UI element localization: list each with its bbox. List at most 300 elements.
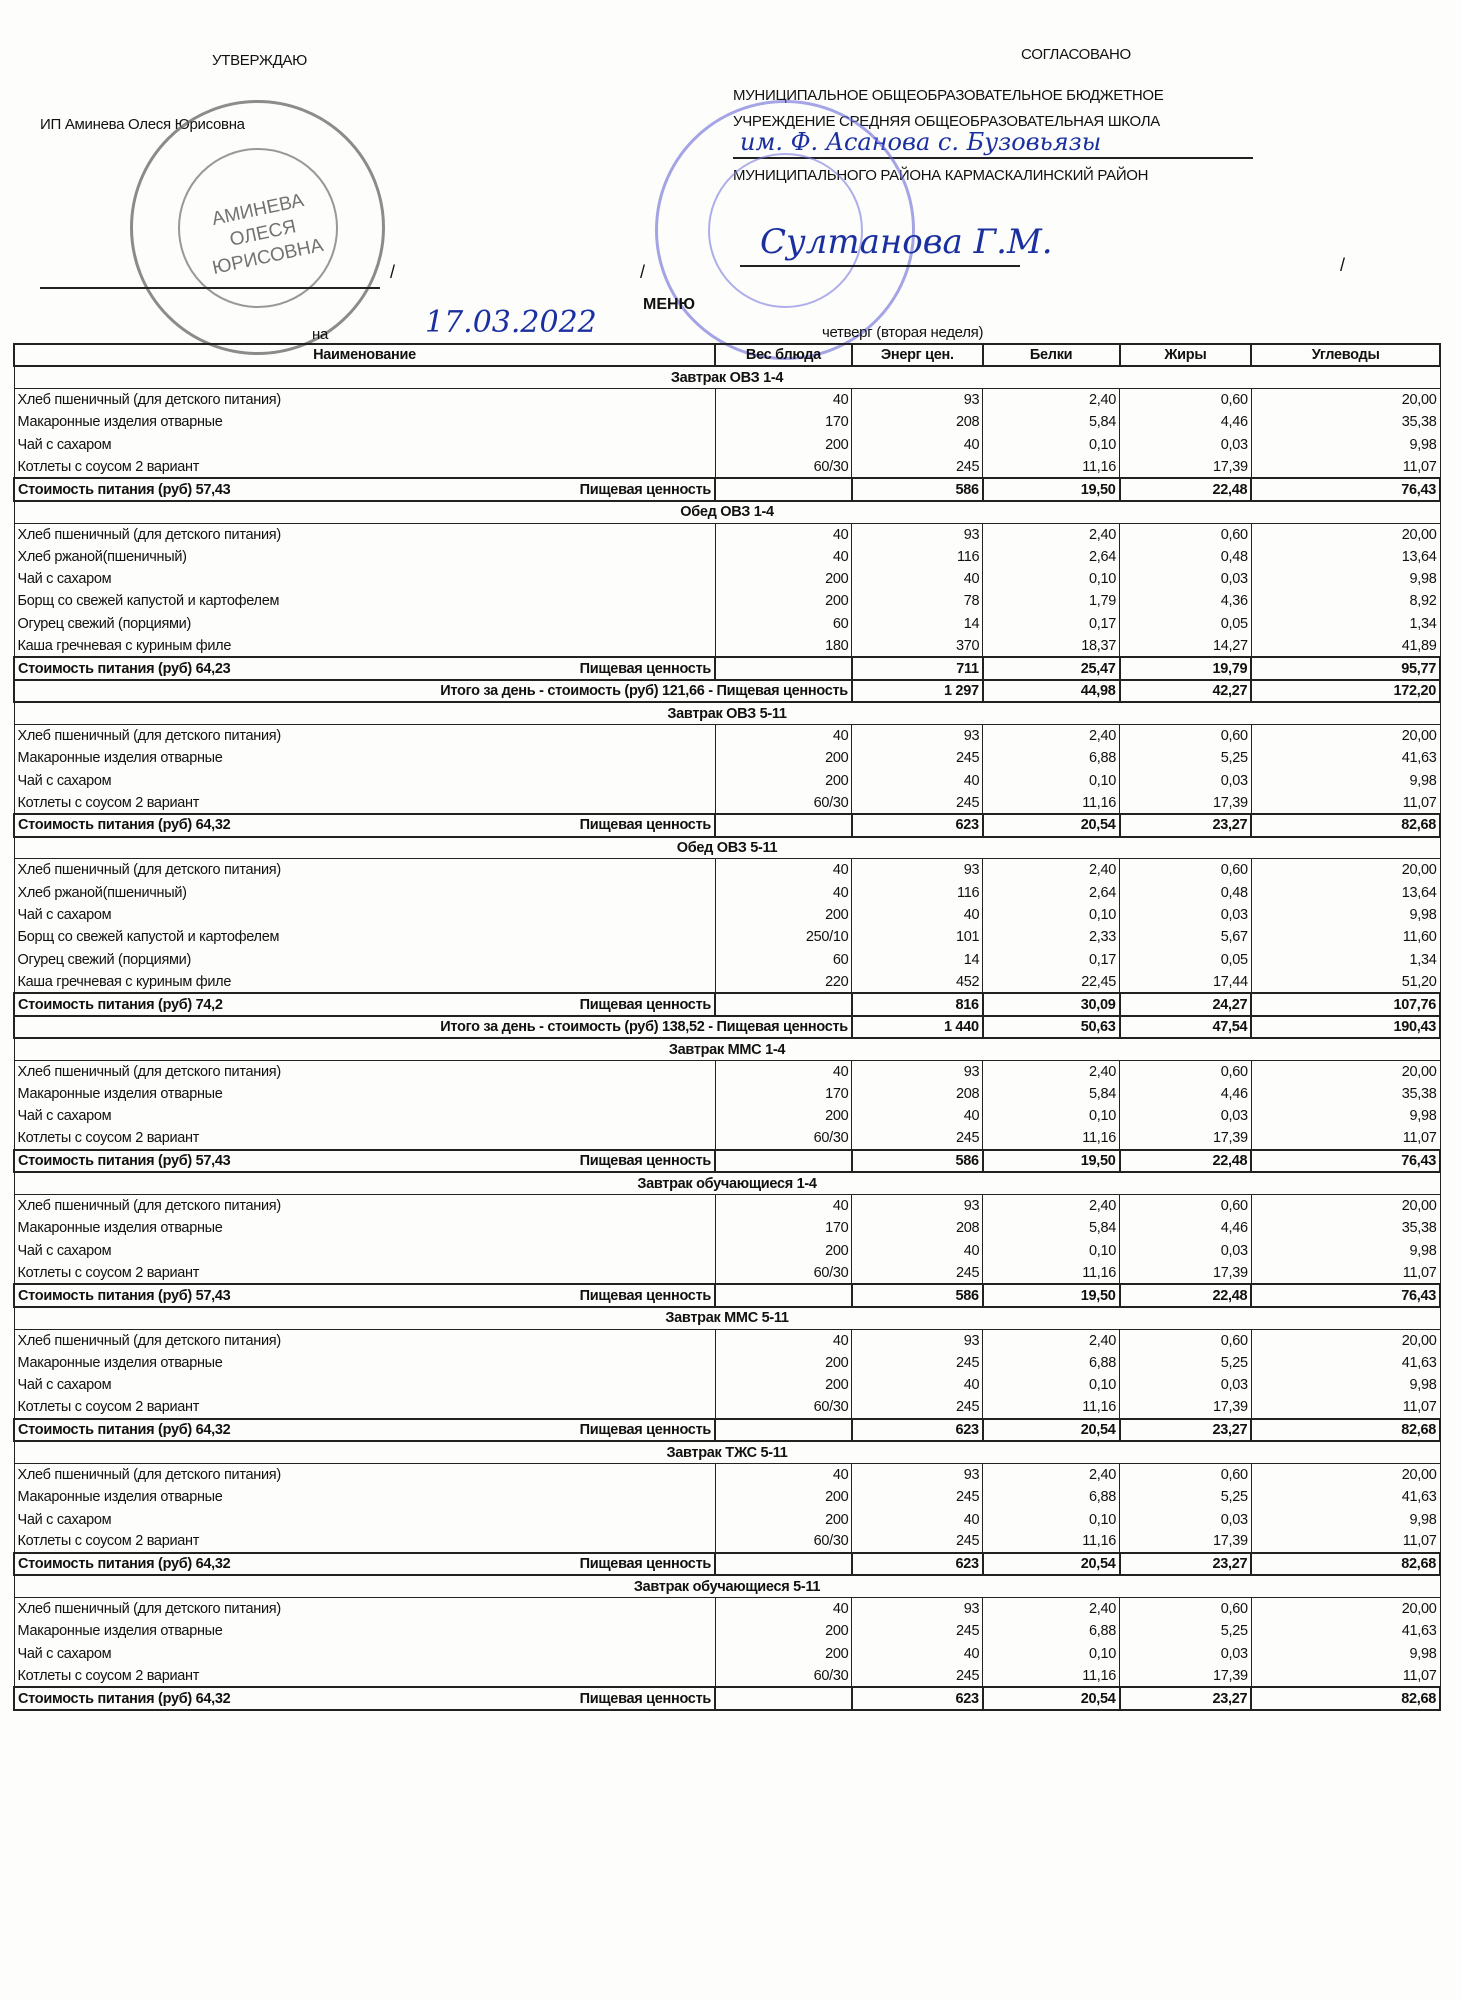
value-cell: 14: [852, 949, 983, 971]
menu-date: 17.03.2022: [425, 305, 597, 340]
value-cell: 245: [852, 456, 983, 478]
section-total: [14, 1687, 1440, 1709]
value-cell: 17,44: [1120, 971, 1252, 993]
value-cell: 0,10: [983, 904, 1120, 926]
total-label-cell: [14, 1284, 715, 1306]
total-label-cell: [14, 1553, 715, 1575]
value-cell: 0,60: [1120, 725, 1252, 747]
value-cell: 0,10: [983, 1643, 1120, 1665]
dish-name: Борщ со свежей капустой и картофелем: [14, 590, 715, 612]
value-cell: 5,67: [1120, 926, 1252, 948]
value-cell: 9,98: [1251, 434, 1440, 456]
value-cell: 40: [715, 1464, 852, 1486]
empty-cell: [715, 993, 852, 1015]
dish-name: Котлеты с соусом 2 вариант: [14, 1665, 715, 1687]
table-row: [14, 971, 1440, 993]
value-cell: 40: [715, 881, 852, 903]
value-cell: 5,25: [1120, 1352, 1252, 1374]
total-value: 82,68: [1251, 1687, 1440, 1709]
value-cell: 40: [715, 859, 852, 881]
value-cell: 0,60: [1120, 389, 1252, 411]
value-cell: 2,40: [983, 1195, 1120, 1217]
total-value: 816: [852, 993, 983, 1015]
nutrition-label: Пищевая ценность: [579, 481, 711, 498]
total-value: 107,76: [1251, 993, 1440, 1015]
value-cell: 2,64: [983, 881, 1120, 903]
cost-label: Стоимость питания (руб) 57,43: [18, 1153, 231, 1170]
table-row: [14, 456, 1440, 478]
table-row: [14, 523, 1440, 545]
dish-name: Макаронные изделия отварные: [14, 1217, 715, 1239]
dish-name: Чай с сахаром: [14, 1508, 715, 1530]
value-cell: 245: [852, 1352, 983, 1374]
cost-label: Стоимость питания (руб) 57,43: [18, 1287, 231, 1304]
section-title: [14, 1441, 1440, 1463]
value-cell: 17,39: [1120, 1262, 1252, 1284]
table-row: [14, 1329, 1440, 1351]
table-row: [14, 1486, 1440, 1508]
value-cell: 0,48: [1120, 546, 1252, 568]
total-value: 76,43: [1251, 478, 1440, 500]
dish-name: Макаронные изделия отварные: [14, 1352, 715, 1374]
table-row: [14, 546, 1440, 568]
slash: /: [390, 262, 396, 282]
column-header: Жиры: [1120, 344, 1252, 366]
column-header: Белки: [983, 344, 1120, 366]
total-value: 22,48: [1120, 1150, 1252, 1172]
column-header: Вес блюда: [715, 344, 852, 366]
value-cell: 4,46: [1120, 1217, 1252, 1239]
value-cell: 0,60: [1120, 859, 1252, 881]
day-total-value: 42,27: [1120, 680, 1252, 702]
value-cell: 40: [715, 1195, 852, 1217]
day-total: [14, 1016, 1440, 1038]
value-cell: 11,16: [983, 1262, 1120, 1284]
value-cell: 2,40: [983, 1598, 1120, 1620]
value-cell: 11,07: [1251, 1128, 1440, 1150]
dish-name: Чай с сахаром: [14, 434, 715, 456]
value-cell: 20,00: [1251, 1598, 1440, 1620]
value-cell: 20,00: [1251, 389, 1440, 411]
value-cell: 250/10: [715, 926, 852, 948]
table-row: [14, 859, 1440, 881]
dish-name: Каша гречневая с куриным филе: [14, 971, 715, 993]
section-total: [14, 657, 1440, 679]
total-value: 82,68: [1251, 1419, 1440, 1441]
total-value: 76,43: [1251, 1284, 1440, 1306]
table-row: [14, 568, 1440, 590]
value-cell: 9,98: [1251, 1105, 1440, 1127]
value-cell: 208: [852, 411, 983, 433]
value-cell: 20,00: [1251, 725, 1440, 747]
value-cell: 40: [852, 434, 983, 456]
value-cell: 0,60: [1120, 1061, 1252, 1083]
value-cell: 20,00: [1251, 859, 1440, 881]
table-row: [14, 1083, 1440, 1105]
value-cell: 0,10: [983, 1508, 1120, 1530]
approver-name: ИП Аминева Олеся Юрисовна: [40, 116, 245, 133]
value-cell: 0,10: [983, 1240, 1120, 1262]
nutrition-label: Пищевая ценность: [579, 660, 711, 677]
value-cell: 13,64: [1251, 546, 1440, 568]
value-cell: 0,05: [1120, 613, 1252, 635]
total-label-cell: [14, 814, 715, 836]
dish-name: Хлеб пшеничный (для детского питания): [14, 859, 715, 881]
section-total: [14, 993, 1440, 1015]
section-title: [14, 702, 1440, 724]
day-total-value: 1 440: [852, 1016, 983, 1038]
value-cell: 41,63: [1251, 1352, 1440, 1374]
value-cell: 452: [852, 971, 983, 993]
value-cell: 11,16: [983, 1531, 1120, 1553]
total-label-cell: [14, 1150, 715, 1172]
dish-name: Котлеты с соусом 2 вариант: [14, 456, 715, 478]
value-cell: 35,38: [1251, 1083, 1440, 1105]
total-value: 20,54: [983, 1419, 1120, 1441]
value-cell: 5,84: [983, 411, 1120, 433]
empty-cell: [715, 1687, 852, 1709]
approver-stamp: [130, 100, 385, 355]
empty-cell: [715, 1419, 852, 1441]
value-cell: 6,88: [983, 1620, 1120, 1642]
value-cell: 93: [852, 1598, 983, 1620]
value-cell: 170: [715, 1217, 852, 1239]
value-cell: 11,16: [983, 456, 1120, 478]
menu-on-label: на: [312, 326, 329, 343]
value-cell: 41,89: [1251, 635, 1440, 657]
value-cell: 18,37: [983, 635, 1120, 657]
value-cell: 41,63: [1251, 1620, 1440, 1642]
table-row: [14, 613, 1440, 635]
empty-cell: [715, 1284, 852, 1306]
total-value: 20,54: [983, 814, 1120, 836]
handwritten-school: им. Ф. Асанова с. Бузовьязы: [740, 128, 1102, 156]
section-title: [14, 1307, 1440, 1329]
value-cell: 20,00: [1251, 1061, 1440, 1083]
value-cell: 14,27: [1120, 635, 1252, 657]
table-row: [14, 1240, 1440, 1262]
value-cell: 60/30: [715, 1531, 852, 1553]
total-label-cell: [14, 1687, 715, 1709]
total-label-cell: [14, 657, 715, 679]
empty-cell: [715, 1553, 852, 1575]
value-cell: 40: [715, 523, 852, 545]
value-cell: 40: [852, 1374, 983, 1396]
value-cell: 41,63: [1251, 1486, 1440, 1508]
table-row: [14, 1396, 1440, 1418]
value-cell: 60: [715, 949, 852, 971]
total-value: 23,27: [1120, 1419, 1252, 1441]
empty-cell: [715, 478, 852, 500]
value-cell: 40: [715, 1061, 852, 1083]
agree-signature: Султанова Г.М.: [760, 222, 1053, 262]
value-cell: 60/30: [715, 456, 852, 478]
value-cell: 51,20: [1251, 971, 1440, 993]
total-value: 22,48: [1120, 478, 1252, 500]
value-cell: 245: [852, 1262, 983, 1284]
table-row: [14, 1217, 1440, 1239]
value-cell: 0,48: [1120, 881, 1252, 903]
dish-name: Чай с сахаром: [14, 1105, 715, 1127]
value-cell: 1,79: [983, 590, 1120, 612]
value-cell: 93: [852, 1329, 983, 1351]
value-cell: 0,03: [1120, 1508, 1252, 1530]
dish-name: Котлеты с соусом 2 вариант: [14, 792, 715, 814]
value-cell: 0,05: [1120, 949, 1252, 971]
section-title: [14, 1172, 1440, 1194]
table-row: [14, 389, 1440, 411]
table-row: [14, 1508, 1440, 1530]
value-cell: 9,98: [1251, 568, 1440, 590]
value-cell: 200: [715, 590, 852, 612]
table-row: [14, 1531, 1440, 1553]
value-cell: 245: [852, 1531, 983, 1553]
value-cell: 60/30: [715, 792, 852, 814]
dish-name: Хлеб пшеничный (для детского питания): [14, 1329, 715, 1351]
dish-name: Чай с сахаром: [14, 568, 715, 590]
total-value: 23,27: [1120, 1553, 1252, 1575]
value-cell: 17,39: [1120, 792, 1252, 814]
value-cell: 1,34: [1251, 949, 1440, 971]
value-cell: 17,39: [1120, 1396, 1252, 1418]
value-cell: 2,40: [983, 389, 1120, 411]
value-cell: 4,46: [1120, 1083, 1252, 1105]
table-row: [14, 1598, 1440, 1620]
section-title: [14, 1575, 1440, 1597]
day-total-value: 47,54: [1120, 1016, 1252, 1038]
total-value: 24,27: [1120, 993, 1252, 1015]
value-cell: 245: [852, 1396, 983, 1418]
dish-name: Хлеб пшеничный (для детского питания): [14, 389, 715, 411]
nutrition-label: Пищевая ценность: [579, 1556, 711, 1573]
value-cell: 200: [715, 1508, 852, 1530]
table-row: [14, 949, 1440, 971]
value-cell: 22,45: [983, 971, 1120, 993]
value-cell: 20,00: [1251, 1329, 1440, 1351]
value-cell: 20,00: [1251, 1464, 1440, 1486]
value-cell: 0,60: [1120, 523, 1252, 545]
value-cell: 40: [852, 568, 983, 590]
section-title-cell: Завтрак обучающиеся 5-11: [14, 1575, 1440, 1597]
day-total-value: 190,43: [1251, 1016, 1440, 1038]
value-cell: 20,00: [1251, 523, 1440, 545]
nutrition-label: Пищевая ценность: [579, 1287, 711, 1304]
section-total: [14, 1284, 1440, 1306]
table-row: [14, 1195, 1440, 1217]
section-total: [14, 1419, 1440, 1441]
total-value: 30,09: [983, 993, 1120, 1015]
value-cell: 17,39: [1120, 1128, 1252, 1150]
value-cell: 0,60: [1120, 1464, 1252, 1486]
table-row: [14, 411, 1440, 433]
value-cell: 40: [852, 1240, 983, 1262]
value-cell: 11,07: [1251, 1665, 1440, 1687]
value-cell: 40: [715, 389, 852, 411]
dish-name: Макаронные изделия отварные: [14, 1083, 715, 1105]
slash: /: [1340, 255, 1346, 275]
total-value: 95,77: [1251, 657, 1440, 679]
table-row: [14, 1352, 1440, 1374]
total-value: 586: [852, 1150, 983, 1172]
nutrition-label: Пищевая ценность: [579, 1690, 711, 1707]
value-cell: 5,25: [1120, 747, 1252, 769]
cost-label: Стоимость питания (руб) 57,43: [18, 481, 231, 498]
value-cell: 5,25: [1120, 1486, 1252, 1508]
value-cell: 13,64: [1251, 881, 1440, 903]
value-cell: 9,98: [1251, 1374, 1440, 1396]
dish-name: Хлеб пшеничный (для детского питания): [14, 1195, 715, 1217]
value-cell: 9,98: [1251, 1643, 1440, 1665]
value-cell: 11,07: [1251, 1396, 1440, 1418]
total-value: 623: [852, 1553, 983, 1575]
value-cell: 2,40: [983, 1061, 1120, 1083]
value-cell: 40: [852, 769, 983, 791]
dish-name: Макаронные изделия отварные: [14, 1620, 715, 1642]
nutrition-label: Пищевая ценность: [579, 1421, 711, 1438]
value-cell: 4,46: [1120, 411, 1252, 433]
value-cell: 208: [852, 1217, 983, 1239]
value-cell: 208: [852, 1083, 983, 1105]
value-cell: 11,07: [1251, 1531, 1440, 1553]
value-cell: 0,03: [1120, 769, 1252, 791]
day-total-value: 44,98: [983, 680, 1120, 702]
value-cell: 17,39: [1120, 456, 1252, 478]
value-cell: 11,07: [1251, 1262, 1440, 1284]
value-cell: 40: [852, 1105, 983, 1127]
total-value: 76,43: [1251, 1150, 1440, 1172]
approve-title: УТВЕРЖДАЮ: [212, 52, 308, 69]
cost-label: Стоимость питания (руб) 64,32: [18, 817, 231, 834]
value-cell: 11,16: [983, 1396, 1120, 1418]
value-cell: 6,88: [983, 1486, 1120, 1508]
section-title: [14, 837, 1440, 859]
value-cell: 93: [852, 1061, 983, 1083]
column-header: Энерг цен.: [852, 344, 983, 366]
section-title-cell: Завтрак ОВЗ 1-4: [14, 366, 1440, 388]
value-cell: 9,98: [1251, 904, 1440, 926]
table-row: [14, 881, 1440, 903]
section-title-cell: Обед ОВЗ 1-4: [14, 501, 1440, 523]
total-value: 20,54: [983, 1553, 1120, 1575]
dish-name: Хлеб пшеничный (для детского питания): [14, 1598, 715, 1620]
value-cell: 93: [852, 859, 983, 881]
value-cell: 9,98: [1251, 769, 1440, 791]
value-cell: 200: [715, 747, 852, 769]
menu-table: [13, 343, 1441, 1711]
value-cell: 40: [852, 904, 983, 926]
value-cell: 5,84: [983, 1083, 1120, 1105]
day-total-value: 50,63: [983, 1016, 1120, 1038]
value-cell: 200: [715, 434, 852, 456]
table-row: [14, 769, 1440, 791]
value-cell: 93: [852, 1195, 983, 1217]
value-cell: 0,10: [983, 769, 1120, 791]
dish-name: Котлеты с соусом 2 вариант: [14, 1396, 715, 1418]
value-cell: 17,39: [1120, 1665, 1252, 1687]
value-cell: 2,33: [983, 926, 1120, 948]
total-value: 20,54: [983, 1687, 1120, 1709]
nutrition-label: Пищевая ценность: [579, 996, 711, 1013]
dish-name: Хлеб ржаной(пшеничный): [14, 546, 715, 568]
value-cell: 5,84: [983, 1217, 1120, 1239]
section-title: [14, 1038, 1440, 1060]
total-value: 82,68: [1251, 814, 1440, 836]
agree-line1: МУНИЦИПАЛЬНОЕ ОБЩЕОБРАЗОВАТЕЛЬНОЕ БЮДЖЕТНОЕ: [733, 87, 1164, 104]
value-cell: 0,03: [1120, 1105, 1252, 1127]
dish-name: Чай с сахаром: [14, 904, 715, 926]
value-cell: 116: [852, 546, 983, 568]
value-cell: 60/30: [715, 1128, 852, 1150]
dish-name: Котлеты с соусом 2 вариант: [14, 1262, 715, 1284]
value-cell: 0,03: [1120, 1240, 1252, 1262]
value-cell: 11,07: [1251, 792, 1440, 814]
value-cell: 60/30: [715, 1665, 852, 1687]
table-row: [14, 1643, 1440, 1665]
value-cell: 0,10: [983, 568, 1120, 590]
total-value: 19,50: [983, 1150, 1120, 1172]
value-cell: 220: [715, 971, 852, 993]
total-value: 711: [852, 657, 983, 679]
value-cell: 0,17: [983, 613, 1120, 635]
value-cell: 170: [715, 411, 852, 433]
value-cell: 200: [715, 769, 852, 791]
table-row: [14, 1665, 1440, 1687]
value-cell: 8,92: [1251, 590, 1440, 612]
cost-label: Стоимость питания (руб) 64,23: [18, 660, 231, 677]
value-cell: 93: [852, 523, 983, 545]
value-cell: 41,63: [1251, 747, 1440, 769]
total-value: 22,48: [1120, 1284, 1252, 1306]
value-cell: 9,98: [1251, 1508, 1440, 1530]
dish-name: Чай с сахаром: [14, 1643, 715, 1665]
nutrition-label: Пищевая ценность: [579, 1153, 711, 1170]
value-cell: 245: [852, 747, 983, 769]
total-value: 23,27: [1120, 814, 1252, 836]
day-total-label: Итого за день - стоимость (руб) 121,66 - Пищевая ценность: [14, 680, 852, 702]
value-cell: 40: [715, 1598, 852, 1620]
value-cell: 0,03: [1120, 1374, 1252, 1396]
column-header: Углеводы: [1251, 344, 1440, 366]
dish-name: Каша гречневая с куриным филе: [14, 635, 715, 657]
value-cell: 0,10: [983, 434, 1120, 456]
dish-name: Макаронные изделия отварные: [14, 1486, 715, 1508]
value-cell: 200: [715, 1105, 852, 1127]
dish-name: Хлеб пшеничный (для детского питания): [14, 725, 715, 747]
value-cell: 245: [852, 1486, 983, 1508]
value-cell: 40: [852, 1508, 983, 1530]
agree-line2: УЧРЕЖДЕНИЕ СРЕДНЯЯ ОБЩЕОБРАЗОВАТЕЛЬНАЯ ШКОЛА: [733, 113, 1160, 130]
column-header: Наименование: [14, 344, 715, 366]
stamp-text: АМИНЕВА ОЛЕСЯ ЮРИСОВНА: [210, 190, 326, 279]
value-cell: 11,07: [1251, 456, 1440, 478]
table-row: [14, 1105, 1440, 1127]
section-title-cell: Завтрак ТЖС 5-11: [14, 1441, 1440, 1463]
value-cell: 200: [715, 1620, 852, 1642]
table-row: [14, 725, 1440, 747]
table-row: [14, 1620, 1440, 1642]
section-title-cell: Завтрак ММС 1-4: [14, 1038, 1440, 1060]
cost-label: Стоимость питания (руб) 64,32: [18, 1421, 231, 1438]
table-row: [14, 747, 1440, 769]
table-row: [14, 590, 1440, 612]
value-cell: 0,10: [983, 1105, 1120, 1127]
dish-name: Хлеб пшеничный (для детского питания): [14, 1061, 715, 1083]
value-cell: 0,10: [983, 1374, 1120, 1396]
dish-name: Чай с сахаром: [14, 1240, 715, 1262]
agree-line3: МУНИЦИПАЛЬНОГО РАЙОНА КАРМАСКАЛИНСКИЙ РАЙОН: [733, 167, 1149, 184]
value-cell: 200: [715, 1240, 852, 1262]
value-cell: 6,88: [983, 747, 1120, 769]
